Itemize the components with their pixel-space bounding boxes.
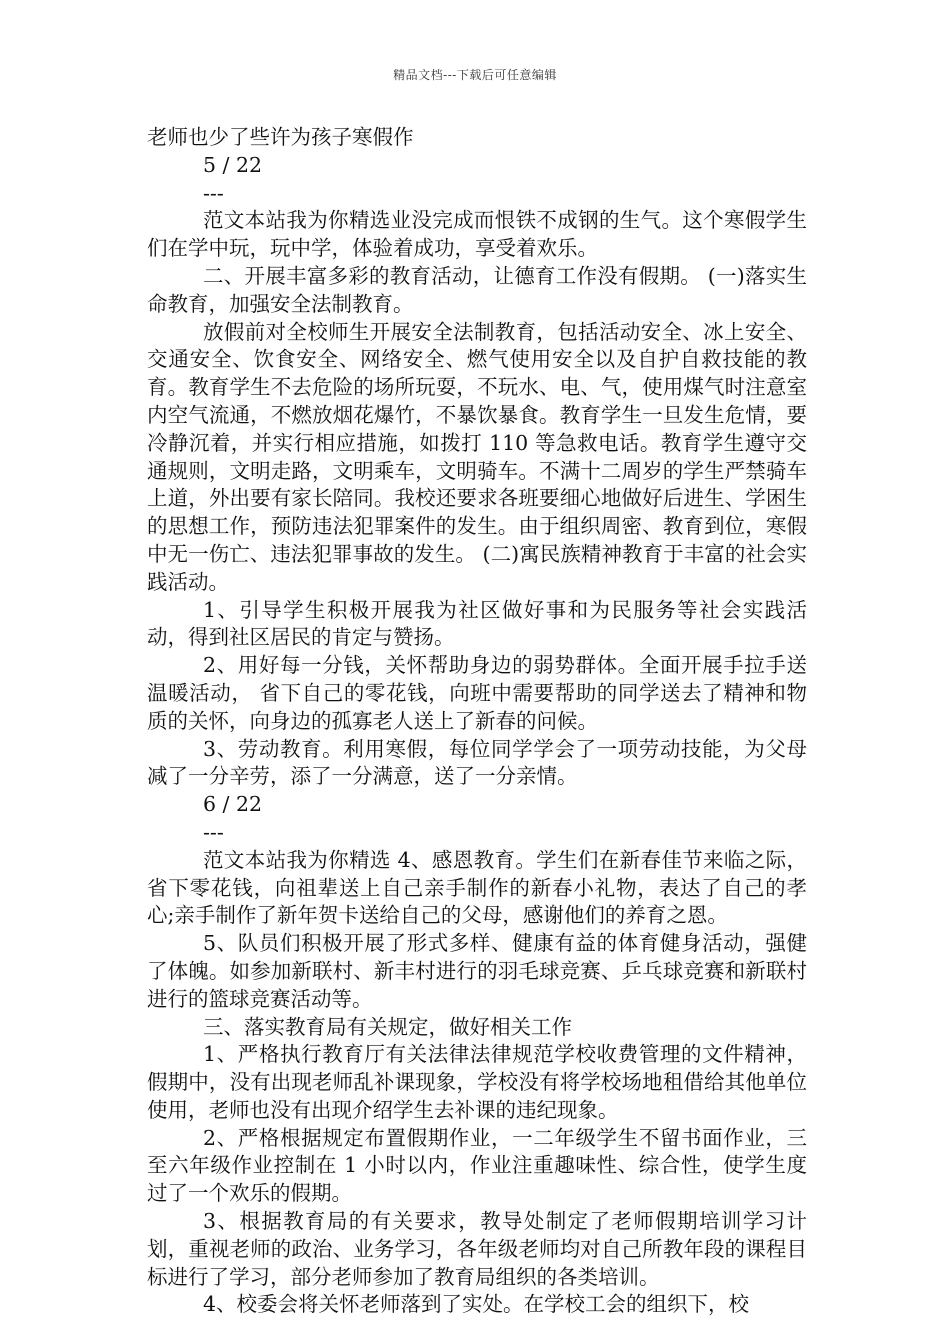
paragraph: 2、严格根据规定布置假期作业，一二年级学生不留书面作业，三至六年级作业控制在 1 小时以内，作业注重趣味性、综合性，使学生度过了一个欢乐的假期。 <box>147 1125 807 1206</box>
paragraph: 5、队员们积极开展了形式多样、健康有益的体育健身活动，强健了体魄。如参加新联村、新丰村进行的羽毛球竞赛、乒乓球竞赛和新联村进行的篮球竞赛活动等。 <box>147 931 807 1011</box>
paragraph: 1、引导学生积极开展我为社区做好事和为民服务等社会实践活动，得到社区居民的肯定与赞扬。 <box>147 597 807 650</box>
paragraph: 三、落实教育局有关规定，做好相关工作 <box>203 1014 572 1039</box>
paragraph: 4、校委会将关怀老师落到了实处。在学校工会的组织下，校 <box>203 1292 750 1317</box>
paragraph: 3、根据教育局的有关要求，教导处制定了老师假期培训学习计划，重视老师的政治、业务学习，各年级老师均对自己所教年段的课程目标进行了学习，部分老师参加了教育局组织的各类培训。 <box>147 1209 807 1289</box>
paragraph: 3、劳动教育。利用寒假，每位同学学会了一项劳动技能，为父母减了一分辛劳，添了一分满意，送了一分亲情。 <box>147 736 807 789</box>
page-separator: --- <box>203 819 224 844</box>
page-header: 精品文档---下载后可任意编辑 <box>393 68 557 82</box>
page-separator: --- <box>203 180 224 205</box>
paragraph: 二、开展丰富多彩的教育活动，让德育工作没有假期。 (一)落实生命教育，加强安全法制教育。 <box>147 263 807 316</box>
page-number: 5 / 22 <box>203 152 263 177</box>
paragraph: 范文本站我为你精选 4、感恩教育。学生们在新春佳节来临之际，省下零花钱，向祖辈送上自己亲手制作的新春小礼物，表达了自己的孝心;亲手制作了新年贺卡送给自己的父母，感谢他们的养育之恩。 <box>147 847 807 928</box>
paragraph: 放假前对全校师生开展安全法制教育，包括活动安全、冰上安全、交通安全、饮食安全、网络安全、燃气使用安全以及自护自救技能的教育。教育学生不去危险的场所玩耍，不玩水、电、气，使用煤气时注意室内空气流通，不燃放烟花爆竹，不暴饮暴食。教育学生一旦发生危情，要冷静沉着，并实行相应措施，如拨打 110 等急救电话。教育学生遵守交通规则，文明走路，文明乘车，文明骑车。不满十二周岁的学生严禁骑车上道，外出要有家长陪同。我校还要求各班要细心地做好后进生、学困生的思想工作，预防违法犯罪案件的发生。由于组织周密、教育到位，寒假中无一伤亡、违法犯罪事故的发生。 (二)寓民族精神教育于丰富的社会实践活动。 <box>147 319 807 594</box>
page-number: 6 / 22 <box>203 792 263 817</box>
text-line: 老师也少了些许为孩子寒假作 <box>147 125 414 149</box>
paragraph: 1、严格执行教育厅有关法律法律规范学校收费管理的文件精神，假期中，没有出现老师乱补课现象，学校没有将学校场地租借给其他单位使用，老师也没有出现介绍学生去补课的违纪现象。 <box>147 1042 807 1122</box>
paragraph: 范文本站我为你精选业没完成而恨铁不成钢的生气。这个寒假学生们在学中玩，玩中学，体验着成功，享受着欢乐。 <box>147 208 807 261</box>
document-body <box>147 124 807 1319</box>
paragraph: 2、用好每一分钱，关怀帮助身边的弱势群体。全面开展手拉手送温暖活动， 省下自己的零花钱，向班中需要帮助的同学送去了精神和物质的关怀，向身边的孤寡老人送上了新春的问候。 <box>147 653 807 733</box>
